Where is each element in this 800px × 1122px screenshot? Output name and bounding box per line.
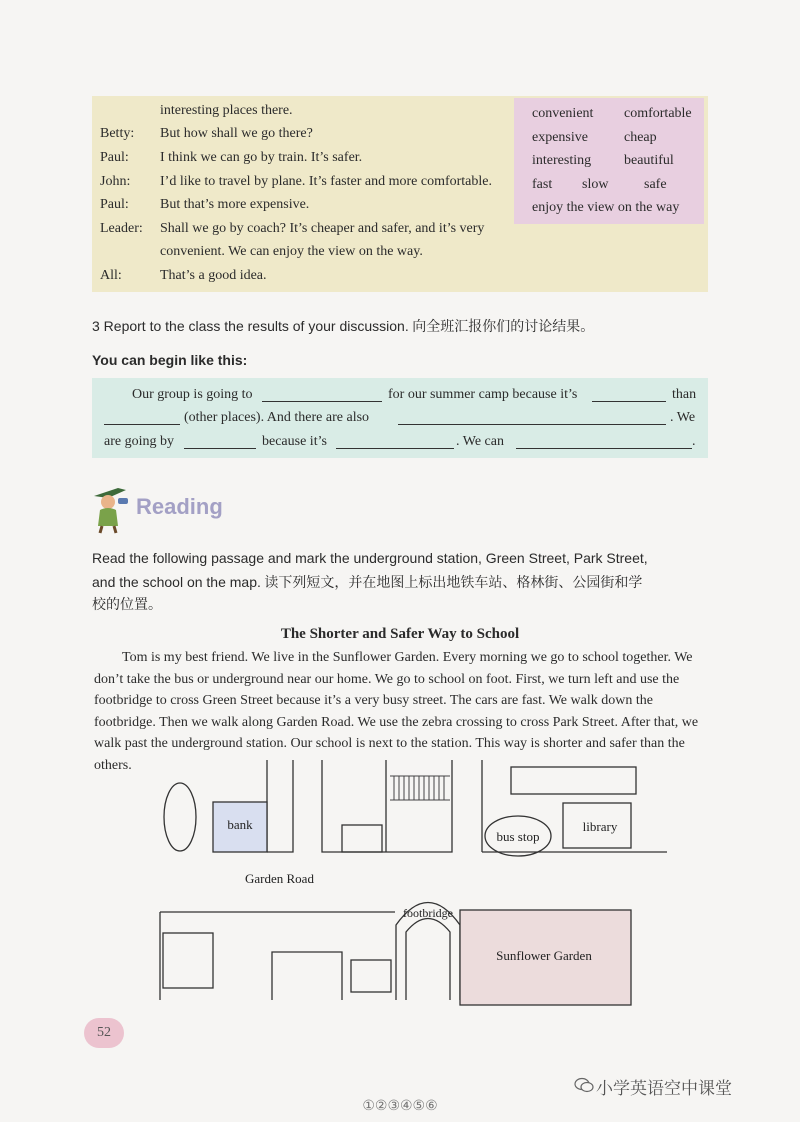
passage-line: walk past the underground station. Our school is next to the station. This way is shorter and safer than the: [94, 736, 685, 751]
map-label-bank: bank: [227, 817, 253, 832]
passage-title: The Shorter and Safer Way to School: [280, 626, 520, 642]
footer-numbers: ①②③④⑤⑥: [362, 1099, 438, 1114]
word: cheap: [624, 130, 657, 145]
passage-line: others.: [94, 758, 132, 773]
map-label-garden-road: Garden Road: [245, 871, 314, 886]
word: convenient: [532, 106, 594, 121]
map-oval: [164, 783, 196, 851]
map-label-library: library: [582, 819, 618, 834]
reading-instruction: Read the following passage and mark the underground station, Green Street, Park Street,: [92, 550, 648, 566]
word: beautiful: [624, 153, 674, 168]
wechat-icon: [574, 1077, 594, 1093]
reading-instruction: 校的位置。: [92, 598, 162, 613]
word: slow: [582, 177, 609, 192]
page-number: 52: [84, 1018, 124, 1048]
passage-line: don’t take the bus or underground near our home. We go to school on foot. First, we turn left and use the: [94, 672, 680, 687]
word: fast: [532, 177, 553, 192]
passage-line: footbridge. Then we walk along Garden Road. We use the zebra crossing to cross Park Street. After that, we: [94, 715, 699, 730]
passage-line: Tom is my best friend. We live in the Sunflower Garden. Every morning we go to school together. We: [122, 650, 693, 665]
begin-label: You can begin like this:: [92, 352, 248, 368]
fill-in-box: Our group is going to for our summer camp because it’s than (other places). And there are also . We are going by because it’s . We can .: [92, 378, 708, 458]
task-3-instruction: 3 Report to the class the results of your discussion. 向全班汇报你们的讨论结果。: [92, 318, 595, 335]
word: interesting: [532, 153, 592, 168]
passage-line: footbridge to cross Green Street because it’s a very busy street. The cars are fast. We walk down the: [94, 693, 653, 708]
word: safe: [644, 177, 667, 192]
map-label-sunflower-garden: Sunflower Garden: [496, 948, 592, 963]
reading-instruction: and the school on the map. 读下列短文，并在地图上标出地铁车站、格林街、公园街和学: [92, 574, 643, 591]
watermark: 小学英语空中课堂: [596, 1079, 732, 1098]
map-label-bus-stop: bus stop: [496, 829, 540, 844]
word: expensive: [532, 130, 588, 145]
word: comfortable: [624, 106, 692, 121]
word: enjoy the view on the way: [532, 200, 680, 215]
reading-heading: Reading: [136, 494, 223, 519]
map-label-footbridge: footbridge: [403, 906, 453, 920]
